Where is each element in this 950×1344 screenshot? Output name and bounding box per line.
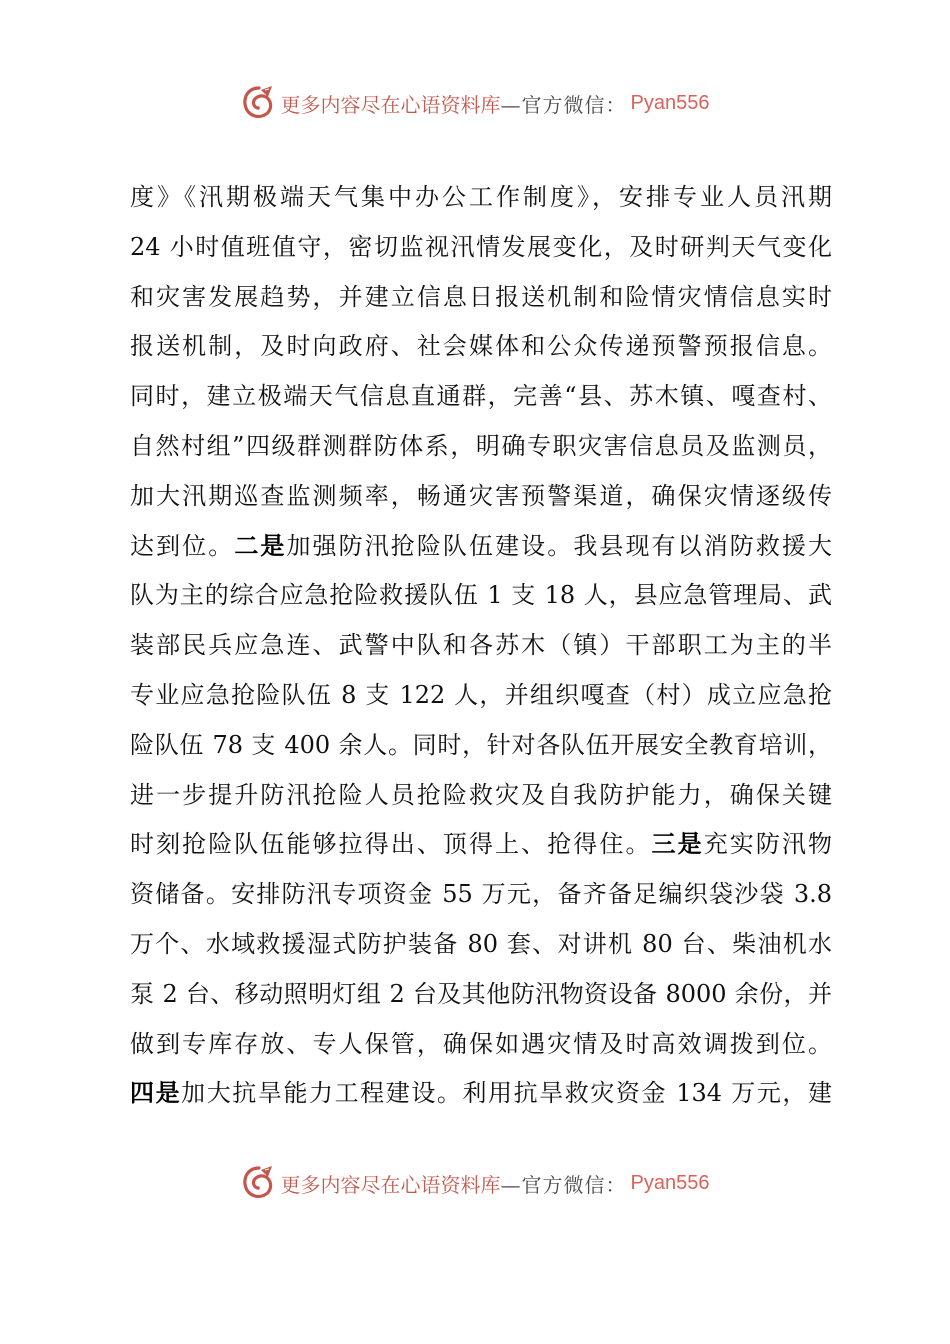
header-watermark bbox=[0, 83, 950, 123]
body-line bbox=[130, 671, 832, 721]
point-heading-2: 二是 bbox=[234, 531, 287, 560]
body-line bbox=[130, 223, 832, 273]
body-text bbox=[130, 173, 832, 1119]
line-text: 做到专库存放、专人保管，确保如遇灾情及时高效调拨到位。 bbox=[130, 1029, 832, 1058]
line-text: 度》《汛期极端天气集中办公工作制度》，安排专业人员汛期 bbox=[130, 183, 832, 211]
pen-nib-swirl-icon bbox=[241, 84, 277, 122]
body-line bbox=[130, 870, 832, 920]
body-line bbox=[130, 621, 832, 671]
body-line bbox=[130, 970, 832, 1020]
body-line bbox=[130, 322, 832, 372]
line-text: 装部民兵应急连、武警中队和各苏木（镇）干部职工为主的半 bbox=[130, 631, 832, 660]
line-text: 进一步提升防汛抢险人员抢险救灾及自我防护能力，确保关键 bbox=[130, 780, 832, 809]
point-heading-4: 四是 bbox=[130, 1079, 182, 1108]
line-text: 加大汛期巡查监测频率，畅通灾害预警渠道，确保灾情逐级传 bbox=[130, 481, 832, 510]
body-line bbox=[130, 820, 832, 870]
line-text: 自然村组”四级群测群防体系，明确专职灾害信息员及监测员， bbox=[130, 431, 832, 460]
line-text: 报送机制，及时向政府、社会媒体和公众传递预警预报信息。 bbox=[130, 332, 832, 361]
footer-watermark bbox=[0, 1163, 950, 1203]
footer-wechat-label: —官方微信： bbox=[500, 1172, 627, 1197]
body-line bbox=[130, 273, 832, 323]
body-line bbox=[130, 522, 832, 572]
header-brand-text: 更多内容尽在心语资料库 bbox=[280, 92, 501, 117]
body-line bbox=[130, 422, 832, 472]
body-line bbox=[130, 1020, 832, 1070]
line-text: 达到位。 bbox=[130, 531, 235, 560]
line-text: 加强防汛抢险队伍建设。我县现有以消防救援大 bbox=[286, 531, 832, 560]
point-heading-3: 三是 bbox=[651, 830, 704, 859]
footer-wechat-id: Pyan556 bbox=[630, 1171, 710, 1194]
body-line bbox=[130, 771, 832, 821]
header-wechat-id: Pyan556 bbox=[630, 91, 710, 114]
body-line bbox=[130, 920, 832, 970]
body-line bbox=[130, 1069, 832, 1119]
line-text: 泵 2 台、移动照明灯组 2 台及其他防汛物资设备 8000 余份，并 bbox=[130, 979, 832, 1008]
pen-nib-swirl-icon bbox=[241, 1164, 277, 1202]
header-wechat-label: —官方微信： bbox=[500, 92, 627, 117]
footer-brand-text: 更多内容尽在心语资料库 bbox=[280, 1172, 501, 1197]
line-text: 资储备。安排防汛专项资金 55 万元，备齐备足编织袋沙袋 3.8 bbox=[130, 880, 832, 909]
body-line bbox=[130, 472, 832, 522]
body-line bbox=[130, 571, 832, 621]
body-line bbox=[130, 721, 832, 771]
line-text: 险队伍 78 支 400 余人。同时，针对各队伍开展安全教育培训， bbox=[130, 730, 832, 759]
line-text: 同时，建立极端天气信息直通群，完善“县、苏木镇、嘎查村、 bbox=[130, 382, 832, 411]
body-line bbox=[130, 173, 832, 223]
line-text: 时刻抢险队伍能够拉得出、顶得上、抢得住。 bbox=[130, 830, 652, 859]
line-text: 万个、水域救援湿式防护装备 80 套、对讲机 80 台、柴油机水 bbox=[130, 929, 832, 958]
line-text: 24 小时值班值守，密切监视汛情发展变化，及时研判天气变化 bbox=[130, 232, 832, 261]
line-text: 专业应急抢险队伍 8 支 122 人，并组织嘎查（村）成立应急抢 bbox=[130, 680, 832, 709]
line-text: 队为主的综合应急抢险救援队伍 1 支 18 人，县应急管理局、武 bbox=[130, 581, 832, 610]
line-text: 加大抗旱能力工程建设。利用抗旱救灾资金 134 万元，建 bbox=[181, 1079, 832, 1108]
line-text: 充实防汛物 bbox=[703, 830, 832, 859]
body-line bbox=[130, 372, 832, 422]
line-text: 和灾害发展趋势，并建立信息日报送机制和险情灾情信息实时 bbox=[130, 282, 832, 311]
